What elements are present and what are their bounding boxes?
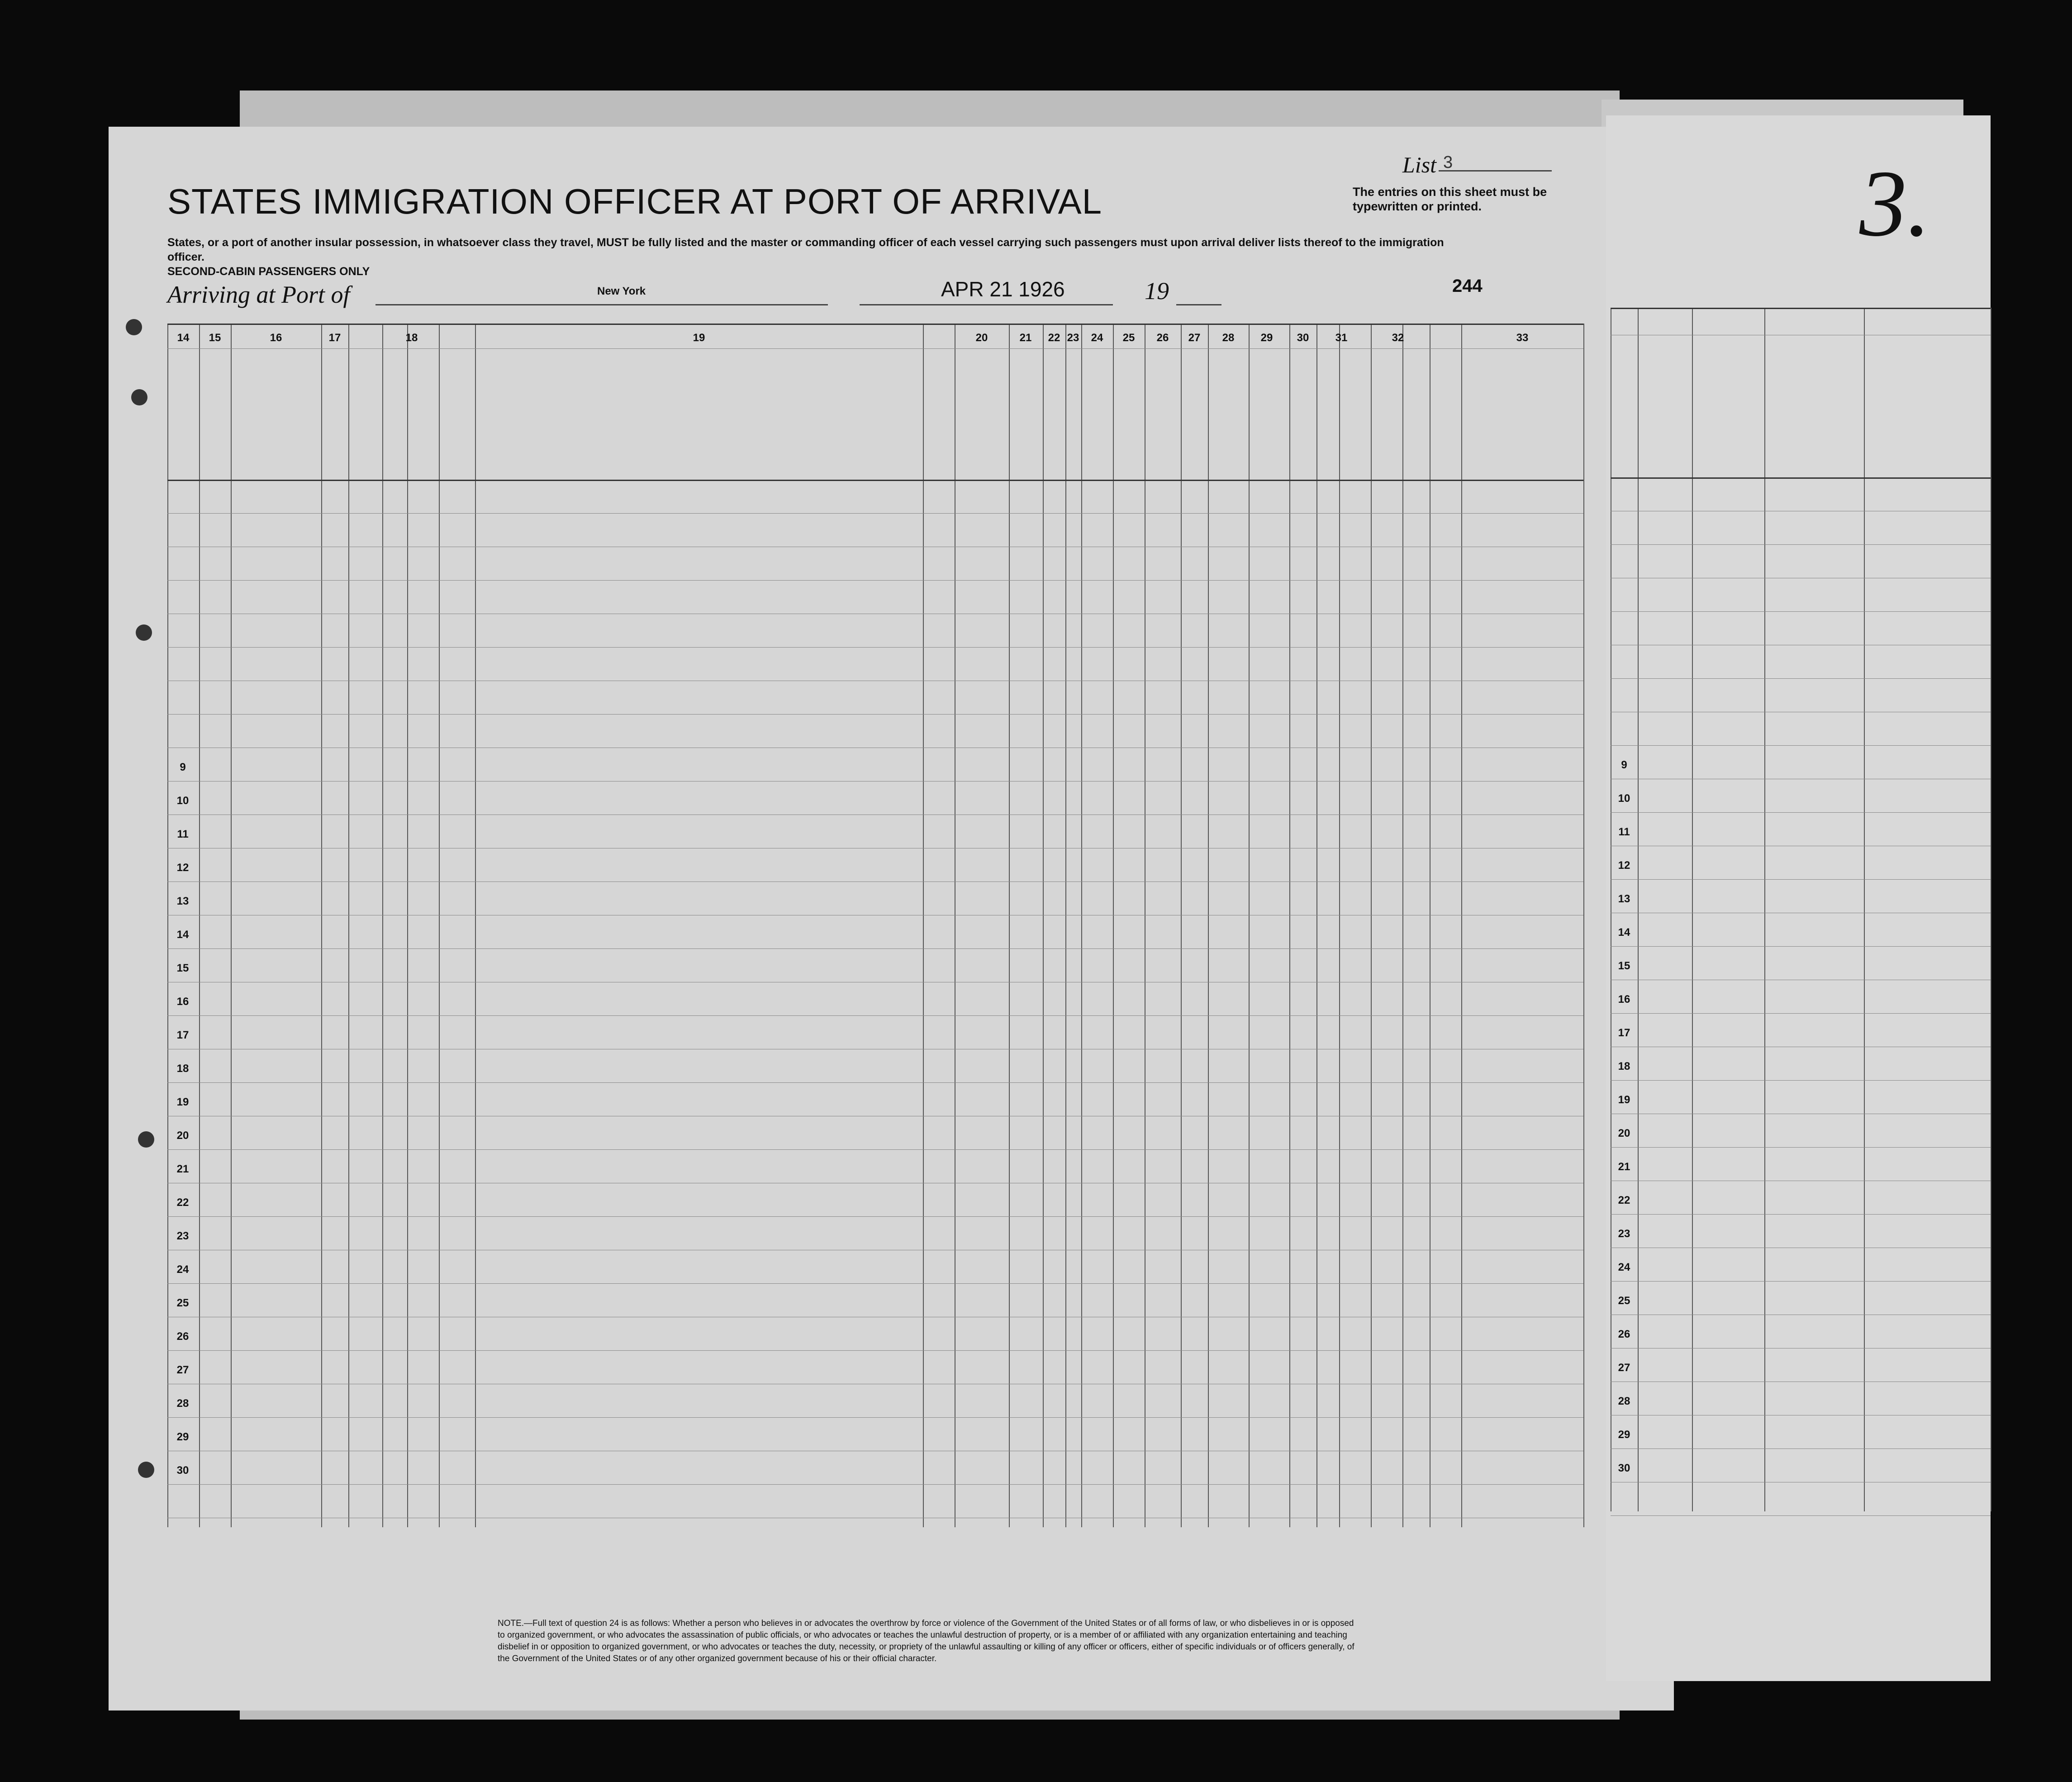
column-number: 25 bbox=[1122, 332, 1135, 344]
class-note: SECOND-CABIN PASSENGERS ONLY bbox=[167, 265, 370, 278]
grid-vline bbox=[1583, 324, 1584, 1527]
visa-grid-vline bbox=[1692, 308, 1693, 1511]
visa-grid-hline bbox=[1611, 477, 1991, 479]
grid-vline bbox=[1081, 324, 1082, 1527]
grid-vline bbox=[348, 324, 349, 1527]
row-number: 21 bbox=[176, 1163, 189, 1175]
port-underline bbox=[375, 304, 828, 305]
visa-grid-hline bbox=[1611, 1281, 1991, 1282]
row-number: 23 bbox=[1618, 1228, 1630, 1240]
grid-hline bbox=[167, 881, 1583, 882]
grid-vline bbox=[475, 324, 476, 1527]
row-number: 16 bbox=[176, 996, 189, 1008]
visa-grid-vline bbox=[1864, 308, 1865, 1511]
row-number: 27 bbox=[176, 1364, 189, 1376]
column-number: 27 bbox=[1188, 332, 1201, 344]
row-number: 25 bbox=[1618, 1295, 1630, 1307]
row-number: 30 bbox=[1618, 1462, 1630, 1474]
row-number: 17 bbox=[176, 1029, 189, 1041]
list-underline bbox=[1439, 170, 1552, 172]
row-number: 19 bbox=[1618, 1094, 1630, 1106]
row-number: 12 bbox=[176, 862, 189, 874]
row-number: 22 bbox=[176, 1196, 189, 1209]
row-number: 18 bbox=[1618, 1060, 1630, 1072]
grid-hline bbox=[167, 1082, 1583, 1083]
grid-vline bbox=[1065, 324, 1066, 1527]
arriving-label: Arriving at Port of bbox=[167, 281, 350, 308]
row-number: 19 bbox=[176, 1096, 189, 1108]
instructions bbox=[167, 235, 1479, 279]
row-number: 13 bbox=[1618, 893, 1630, 905]
column-number: 32 bbox=[1392, 332, 1404, 344]
list-number: 3 bbox=[1443, 153, 1453, 172]
column-number: 31 bbox=[1335, 332, 1348, 344]
row-number: 30 bbox=[176, 1464, 189, 1477]
grid-hline bbox=[167, 580, 1583, 581]
column-number: 21 bbox=[1019, 332, 1032, 344]
row-number: 12 bbox=[1618, 859, 1630, 872]
column-number: 17 bbox=[328, 332, 341, 344]
grid-vline bbox=[923, 324, 924, 1527]
visa-grid bbox=[1611, 308, 1991, 1511]
grid-vline bbox=[1113, 324, 1114, 1527]
year-underline bbox=[1176, 304, 1221, 305]
visa-grid-hline bbox=[1611, 1013, 1991, 1014]
row-number: 28 bbox=[1618, 1395, 1630, 1407]
visa-grid-hline bbox=[1611, 812, 1991, 813]
sheet-number: 244 bbox=[1452, 276, 1483, 296]
grid-vline bbox=[1339, 324, 1340, 1527]
visa-grid-vline bbox=[1764, 308, 1765, 1511]
row-number: 28 bbox=[176, 1397, 189, 1410]
visa-grid-hline bbox=[1611, 745, 1991, 746]
row-number: 11 bbox=[177, 828, 189, 840]
row-number: 18 bbox=[176, 1063, 189, 1075]
grid-vline bbox=[1316, 324, 1317, 1527]
grid-hline bbox=[167, 1484, 1583, 1485]
page-title: STATES IMMIGRATION OFFICER AT PORT OF ARRIVAL bbox=[167, 181, 1103, 221]
grid-vline bbox=[1009, 324, 1010, 1527]
column-number: 29 bbox=[1260, 332, 1273, 344]
visa-grid-hline bbox=[1611, 1080, 1991, 1081]
row-number: 15 bbox=[1618, 960, 1630, 972]
row-number: 25 bbox=[176, 1297, 189, 1309]
grid-vline bbox=[1043, 324, 1044, 1527]
column-number: 14 bbox=[177, 332, 190, 344]
row-number: 17 bbox=[1618, 1027, 1630, 1039]
row-number: 26 bbox=[1618, 1328, 1630, 1340]
column-number: 15 bbox=[209, 332, 221, 344]
grid-vline bbox=[1371, 324, 1372, 1527]
visa-grid-hline bbox=[1611, 1147, 1991, 1148]
row-number: 29 bbox=[1618, 1429, 1630, 1441]
row-number: 20 bbox=[1618, 1127, 1630, 1139]
grid-vline bbox=[231, 324, 232, 1527]
column-number: 26 bbox=[1156, 332, 1169, 344]
column-number: 33 bbox=[1516, 332, 1529, 344]
visa-grid-hline bbox=[1611, 1214, 1991, 1215]
visa-grid-hline bbox=[1611, 879, 1991, 880]
row-number: 10 bbox=[1618, 792, 1630, 805]
row-number: 26 bbox=[176, 1330, 189, 1343]
grid-hline bbox=[167, 1149, 1583, 1150]
grid-hline bbox=[167, 1216, 1583, 1217]
grid-hline bbox=[167, 647, 1583, 648]
column-number: 24 bbox=[1091, 332, 1103, 344]
grid-vline bbox=[321, 324, 322, 1527]
grid-vline bbox=[1208, 324, 1209, 1527]
grid-vline bbox=[1402, 324, 1403, 1527]
row-number: 21 bbox=[1618, 1161, 1630, 1173]
punch-hole bbox=[126, 319, 142, 335]
row-number: 14 bbox=[1618, 926, 1630, 939]
grid-hline bbox=[167, 513, 1583, 514]
date-underline bbox=[860, 304, 1113, 305]
visa-grid-hline bbox=[1611, 611, 1991, 612]
row-number: 23 bbox=[176, 1230, 189, 1242]
row-number: 22 bbox=[1618, 1194, 1630, 1206]
grid-vline bbox=[1461, 324, 1462, 1527]
punch-hole bbox=[136, 624, 152, 641]
visa-grid-hline bbox=[1611, 678, 1991, 679]
grid-vline bbox=[1181, 324, 1182, 1527]
grid-vline bbox=[167, 324, 168, 1527]
visa-grid-vline bbox=[1638, 308, 1639, 1511]
row-number: 9 bbox=[1621, 759, 1627, 771]
row-number: 20 bbox=[176, 1129, 189, 1142]
row-number: 29 bbox=[176, 1431, 189, 1443]
grid-vline bbox=[199, 324, 200, 1527]
year-label: 19 bbox=[1145, 277, 1169, 305]
arrival-date: APR 21 1926 bbox=[941, 277, 1065, 301]
grid-vline bbox=[382, 324, 383, 1527]
grid-hline bbox=[167, 348, 1583, 349]
row-number: 14 bbox=[176, 929, 189, 941]
row-number: 16 bbox=[1618, 993, 1630, 1005]
grid-vline bbox=[1249, 324, 1250, 1527]
punch-hole bbox=[138, 1131, 154, 1148]
list-label: List bbox=[1402, 152, 1437, 177]
column-number: 30 bbox=[1297, 332, 1309, 344]
grid-hline bbox=[167, 1417, 1583, 1418]
instructions-text: States, or a port of another insular possession, in whatsoever class they travel, MUST be fully listed and the master or commanding officer of each vessel carrying such passengers must upon arrival deliver lists thereof to the immigration officer. bbox=[167, 236, 1444, 263]
grid-vline bbox=[439, 324, 440, 1527]
row-number: 24 bbox=[176, 1263, 189, 1276]
visa-grid-hline bbox=[1611, 946, 1991, 947]
row-number: 15 bbox=[176, 962, 189, 974]
grid-vline bbox=[1289, 324, 1290, 1527]
column-number: 20 bbox=[975, 332, 988, 344]
visa-grid-hline bbox=[1611, 308, 1991, 309]
sheet-mark: 3. bbox=[1859, 151, 1931, 256]
grid-hline bbox=[167, 480, 1583, 481]
punch-hole bbox=[131, 389, 147, 405]
visa-grid-hline bbox=[1611, 544, 1991, 545]
row-number: 9 bbox=[180, 761, 186, 773]
punch-hole bbox=[138, 1462, 154, 1478]
visa-grid-hline bbox=[1611, 1515, 1991, 1516]
visa-grid-hline bbox=[1611, 1448, 1991, 1449]
row-number: 13 bbox=[176, 895, 189, 907]
footnote: NOTE.—Full text of question 24 is as follows: Whether a person who believes in or advocates the overthrow by force or violence of the Government of the United States or of all forms of law, or who disbelieves in or is opposed to organized government, or who advocates the assassination of public officials, or who advocates or teaches the unlawful destruction of property, or is a member of or affiliated with any organization entertaining and teaching disbelief in or opposition to organized government, or who advocates or teaches the duty, necessity, or propriety of the unlawful assaulting or killing of any officer or officers, either of specific individuals or of officers generally, of the Government of the United States or of any other organized government because of his or their official character. bbox=[498, 1619, 1354, 1663]
grid-hline bbox=[167, 1350, 1583, 1351]
column-number: 19 bbox=[693, 332, 705, 344]
row-number: 24 bbox=[1618, 1261, 1630, 1273]
grid-hline bbox=[167, 714, 1583, 715]
entries-note: The entries on this sheet must be typewritten or printed. bbox=[1353, 185, 1547, 213]
column-number: 18 bbox=[405, 332, 418, 344]
row-number: 10 bbox=[176, 795, 189, 807]
column-number: 16 bbox=[270, 332, 282, 344]
port-value: New York bbox=[597, 285, 646, 297]
grid-hline bbox=[167, 948, 1583, 949]
grid-hline bbox=[167, 1283, 1583, 1284]
column-number: 22 bbox=[1048, 332, 1060, 344]
column-number: 23 bbox=[1067, 332, 1079, 344]
column-number: 28 bbox=[1222, 332, 1235, 344]
grid-hline bbox=[167, 324, 1583, 325]
row-number: 27 bbox=[1618, 1362, 1630, 1374]
manifest-grid bbox=[167, 324, 1583, 1527]
grid-vline bbox=[407, 324, 408, 1527]
row-number: 11 bbox=[1618, 826, 1630, 838]
grid-hline bbox=[167, 1015, 1583, 1016]
